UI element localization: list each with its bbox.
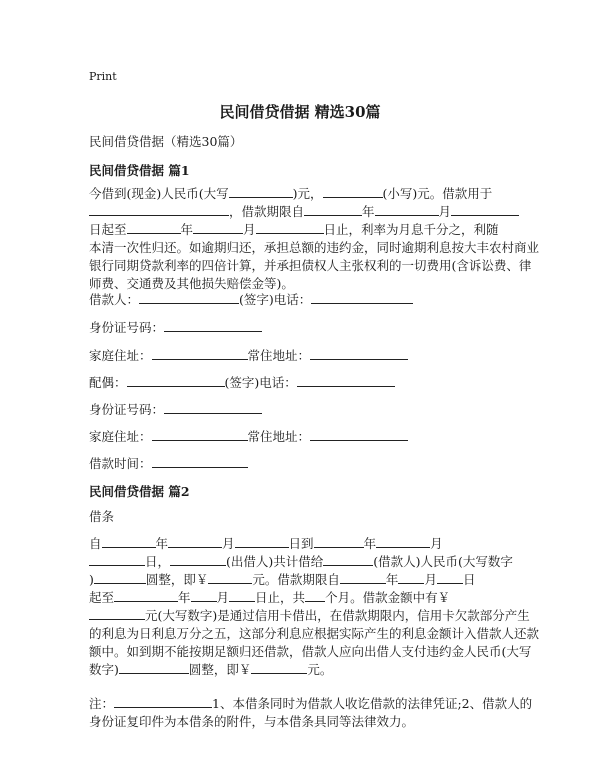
text: 日， (145, 554, 171, 569)
phone-label: 电话： (273, 292, 312, 307)
id-row (89, 319, 262, 337)
text: 年 (180, 222, 194, 237)
text: 年 (155, 536, 169, 551)
loan-time-row (89, 455, 248, 473)
text: 元(大写数字)是通过信用卡借出，在借款期限内，信用卡欠款部分产生 (145, 608, 530, 623)
blank-line (323, 553, 373, 566)
text: 身份证复印件为本借条的附件，与本借条具同等法律效力。 (89, 714, 415, 729)
blank-line (304, 203, 362, 216)
text: 月 (243, 222, 256, 237)
text: 日起至 (89, 222, 127, 237)
text: 年 (385, 572, 399, 587)
blank-line (323, 185, 383, 198)
sign-label: (签字) (239, 292, 274, 307)
document-subtitle: 民间借贷借据（精选30篇） (89, 134, 243, 149)
residence-field[interactable] (310, 347, 408, 360)
blank-line (375, 203, 439, 216)
text: 月 (424, 572, 437, 587)
text: 师费、交通费及其他损失赔偿金等)。 (89, 276, 294, 291)
blank-line (376, 535, 430, 548)
id-label: 身份证号码： (89, 402, 165, 417)
text: 自 (89, 536, 102, 551)
text: 月 (216, 590, 230, 605)
blank-line (437, 571, 463, 584)
spouse-id-row (89, 401, 262, 419)
residence-label: 常住地址： (247, 348, 311, 363)
print-label: Print (89, 70, 117, 83)
blank-line (398, 571, 424, 584)
text: 月 (438, 204, 452, 219)
text: 日 (462, 572, 476, 587)
loan-time-field[interactable] (152, 455, 248, 468)
blank-line (114, 695, 212, 708)
spouse-address-row (89, 428, 408, 446)
text: ) (89, 572, 94, 587)
spouse-phone-field[interactable] (297, 374, 395, 387)
blank-line (89, 607, 145, 620)
text: (借款人)人民币(大写数字 (373, 554, 513, 569)
spouse-label: 配偶： (89, 375, 127, 390)
text: 个月。借款金额中有￥ (325, 590, 451, 605)
blank-line (89, 553, 145, 566)
borrower-field[interactable] (139, 291, 239, 304)
text: 元。 (307, 662, 333, 677)
blank-line (193, 221, 243, 234)
section-2-heading: 民间借贷借据 篇2 (89, 484, 190, 499)
blank-line (170, 553, 226, 566)
blank-line (191, 589, 217, 602)
text: (小写)元。借款用于 (382, 186, 493, 201)
text: 日止，共 (255, 590, 306, 605)
blank-line (314, 535, 364, 548)
text: 年 (363, 536, 377, 551)
blank-line (89, 203, 229, 216)
text: 月 (430, 536, 443, 551)
text: ，借款期限自 (229, 204, 305, 219)
text: 起至 (89, 590, 115, 605)
blank-line (168, 535, 222, 548)
text: (出借人)共计借给 (226, 554, 324, 569)
residence-label: 常住地址： (247, 429, 311, 444)
blank-line (251, 661, 307, 674)
text: 日到 (288, 536, 314, 551)
home-address-field[interactable] (152, 347, 248, 360)
text: 圆整，即￥ (188, 662, 252, 677)
home-address-label: 家庭住址： (89, 348, 152, 363)
spouse-home-field[interactable] (152, 428, 248, 441)
sign-label: (签字) (224, 375, 260, 390)
blank-line (229, 185, 293, 198)
text: 的利息为日利息万分之五，这部分利息应根据实际产生的利息金额计入借款人还款 (89, 626, 540, 641)
phone-label: 电话： (259, 375, 297, 390)
id-label: 身份证号码： (89, 320, 165, 335)
borrower-label: 借款人： (89, 292, 140, 307)
blank-line (229, 589, 255, 602)
blank-line (235, 535, 289, 548)
text: 元。借款期限自 (252, 572, 340, 587)
phone-field[interactable] (311, 291, 413, 304)
spouse-id-field[interactable] (164, 401, 262, 414)
text: )元， (292, 186, 323, 201)
section-1-heading: 民间借贷借据 篇1 (89, 163, 190, 178)
text: 额中。如到期不能按期足额归还借款，借款人应向出借人支付违约金人民币(大写 (89, 644, 532, 659)
text: 月 (222, 536, 235, 551)
borrower-row (89, 291, 413, 309)
text: 圆整，即￥ (145, 572, 209, 587)
spouse-residence-field[interactable] (310, 428, 408, 441)
text: 本清一次性归还。如逾期归还，承担总额的违约金，同时逾期利息按大丰农村商业 (89, 240, 540, 255)
id-field[interactable] (164, 319, 262, 332)
blank-line (127, 221, 181, 234)
blank-line (305, 589, 325, 602)
blank-line (451, 203, 519, 216)
loan-time-label: 借款时间： (89, 456, 152, 471)
spouse-field[interactable] (127, 374, 225, 387)
blank-line (114, 589, 178, 602)
text: 1、本借条同时为借款人收讫借款的法律凭证;2、借款人的 (212, 696, 533, 711)
spouse-row (89, 374, 395, 392)
address-row (89, 347, 408, 365)
text: 年 (362, 204, 375, 219)
blank-line (102, 535, 156, 548)
text: 数字) (89, 662, 119, 677)
blank-line (208, 571, 252, 584)
text: 年 (178, 590, 191, 605)
blank-line (256, 221, 324, 234)
home-address-label: 家庭住址： (89, 429, 152, 444)
iou-title: 借条 (89, 509, 115, 524)
page-title: 民间借贷借据 精选30篇 (219, 103, 381, 121)
blank-line (119, 661, 189, 674)
text: 今借到(现金)人民币(大写 (89, 186, 229, 201)
text: 日止，利率为月息千分之，利随 (323, 222, 499, 237)
blank-line (94, 571, 146, 584)
blank-line (340, 571, 386, 584)
text: 银行同期贷款利率的四倍计算，并承担债权人主张权利的一切费用(含诉讼费、律 (89, 258, 532, 273)
text: 注： (89, 696, 115, 711)
